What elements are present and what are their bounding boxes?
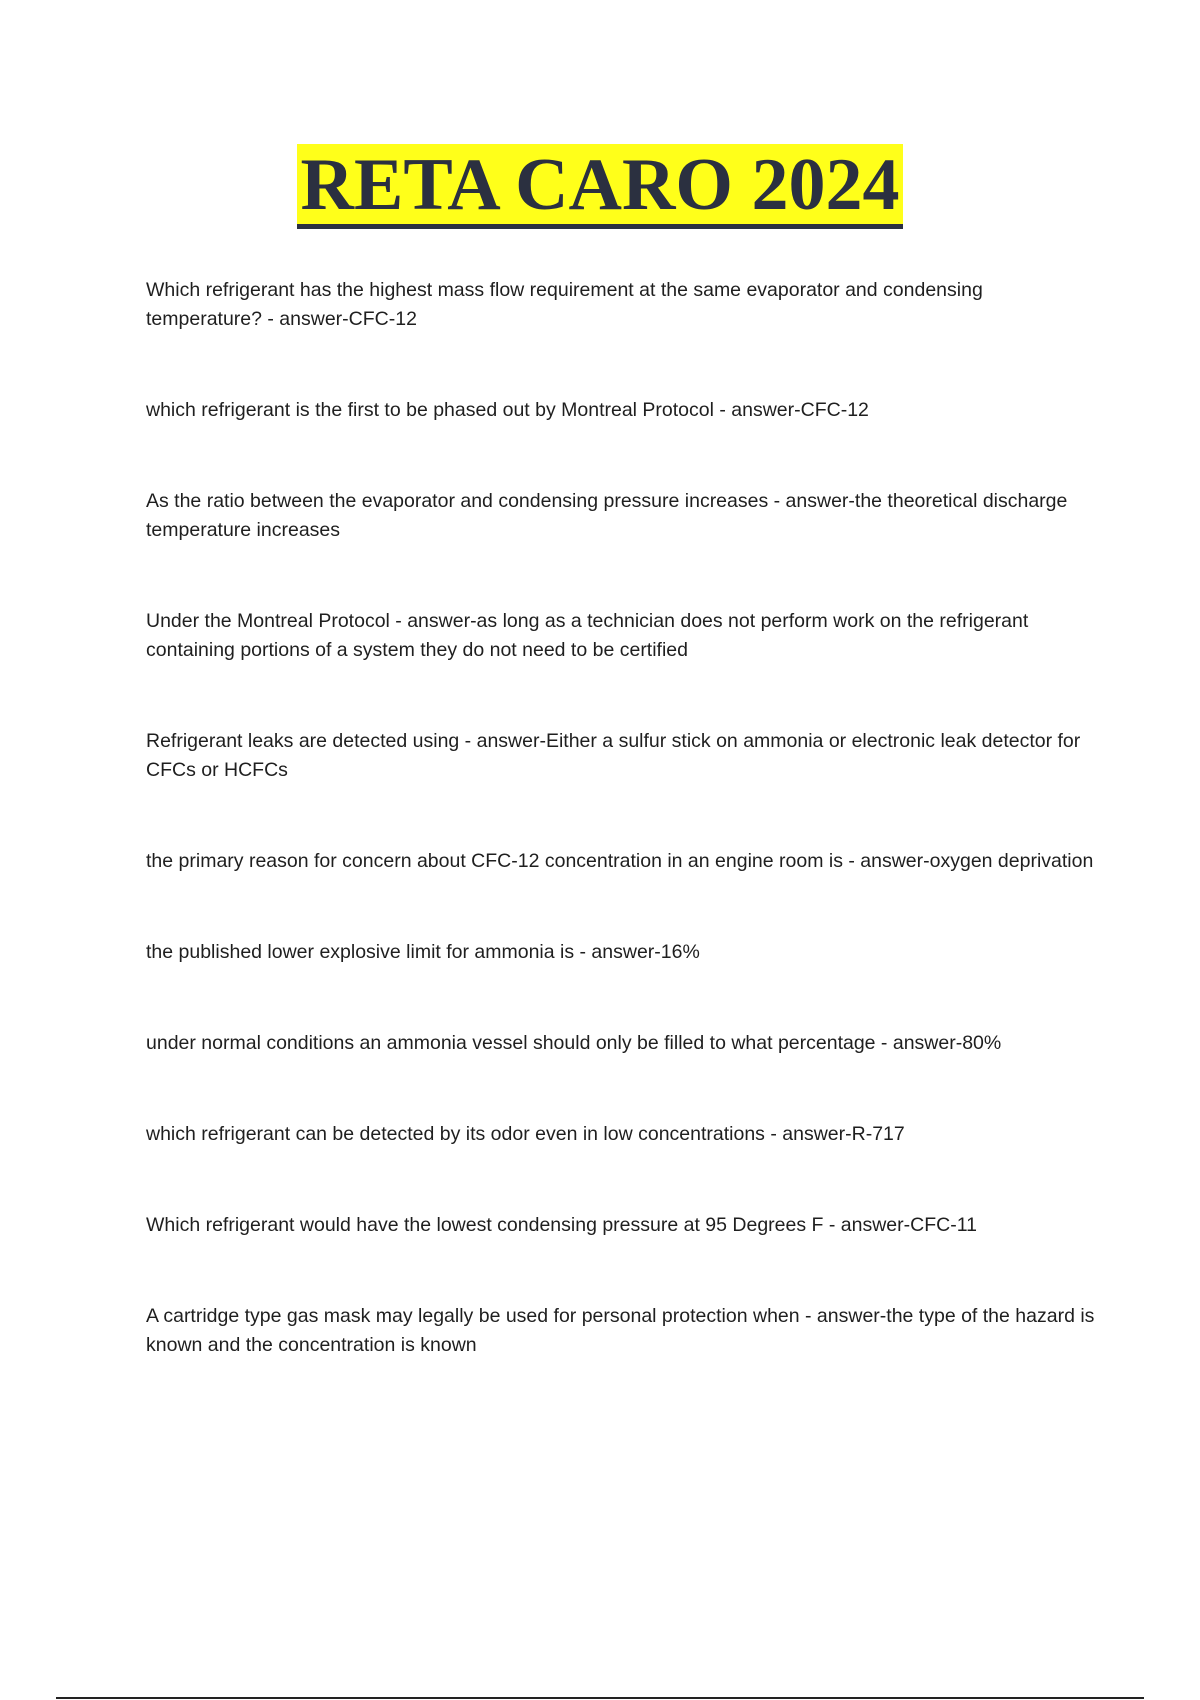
qa-item-11: A cartridge type gas mask may legally be used for personal protection when - answer-the type of the hazard is known and the concentration is known bbox=[146, 1305, 1095, 1356]
qa-item-7: the published lower explosive limit for ammonia is - answer-16% bbox=[146, 941, 700, 963]
qa-item-2: which refrigerant is the first to be phased out by Montreal Protocol - answer-CFC-12 bbox=[146, 399, 869, 421]
qa-item-1: Which refrigerant has the highest mass flow requirement at the same evaporator and condensing temperature? - answer-CFC-12 bbox=[146, 279, 983, 330]
title-wrapper bbox=[0, 144, 1200, 229]
document-title: RETA CARO 2024 bbox=[297, 144, 904, 229]
qa-item-8: under normal conditions an ammonia vessel should only be filled to what percentage - answer-80% bbox=[146, 1032, 1002, 1054]
qa-item-5: Refrigerant leaks are detected using - answer-Either a sulfur stick on ammonia or electronic leak detector for CFCs or HCFCs bbox=[146, 730, 1081, 781]
question-answer-list bbox=[146, 276, 1096, 1422]
qa-item-10: Which refrigerant would have the lowest condensing pressure at 95 Degrees F - answer-CFC-11 bbox=[146, 1214, 977, 1236]
qa-item-9: which refrigerant can be detected by its odor even in low concentrations - answer-R-717 bbox=[146, 1123, 905, 1145]
qa-item-6: the primary reason for concern about CFC-12 concentration in an engine room is - answer-oxygen deprivation bbox=[146, 850, 1094, 872]
qa-item-4: Under the Montreal Protocol - answer-as long as a technician does not perform work on the refrigerant containing portions of a system they do not need to be certified bbox=[146, 610, 1029, 661]
qa-item-3: As the ratio between the evaporator and condensing pressure increases - answer-the theoretical discharge temperature increases bbox=[146, 490, 1068, 541]
footer-rule bbox=[56, 1697, 1144, 1699]
